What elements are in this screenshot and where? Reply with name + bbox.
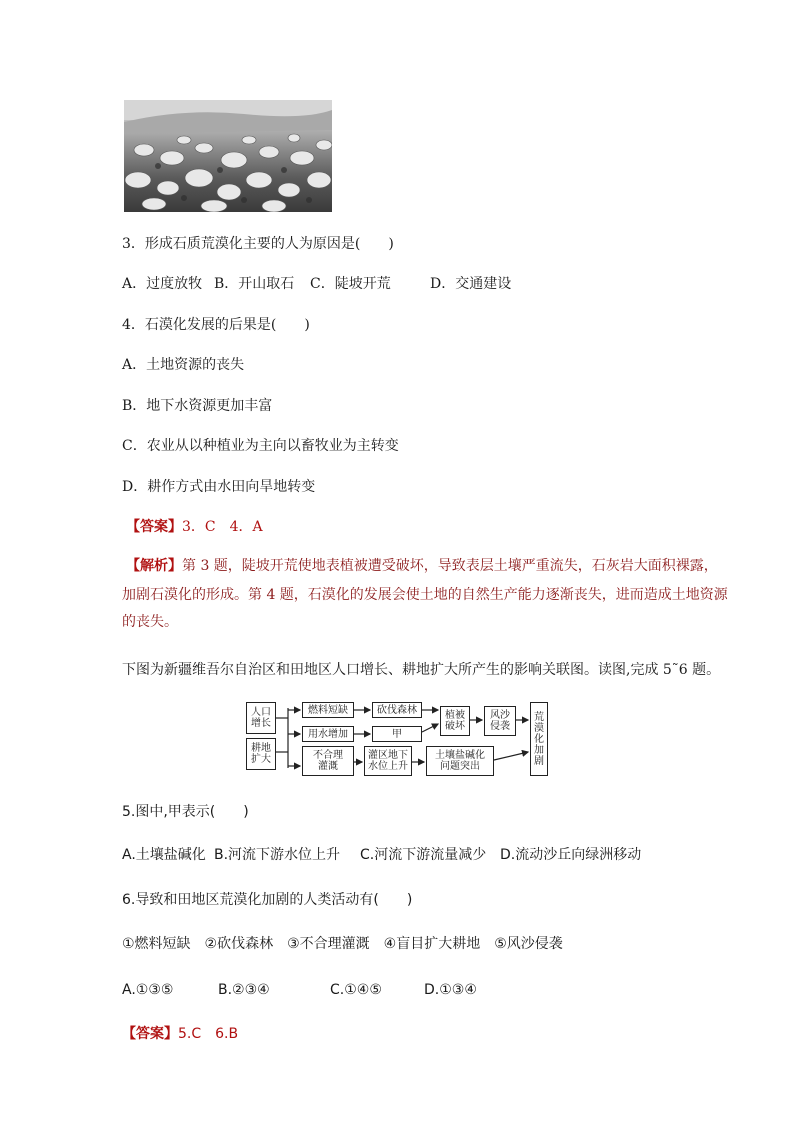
answer-block-1 (126, 517, 263, 537)
node-improper-irrigation (302, 746, 354, 776)
node-text: 灌区地下 (368, 750, 408, 761)
analysis-line-3: 的丧失。 (122, 614, 178, 630)
analysis-line-2: 加剧石漠化的形成。第 4 题，石漠化的发展会使土地的自然生产能力逐渐丧失，进而造成土地资源 (122, 587, 728, 603)
node-text: 侵袭 (490, 721, 510, 732)
question-4-stem: 4．石漠化发展的后果是( ) (122, 317, 310, 333)
node-groundwater-rise (364, 746, 412, 776)
question-3-option-a: A．过度放牧 (122, 276, 203, 292)
node-text: 灌溉 (318, 761, 338, 772)
question-5-option-b: B.河流下游水位上升 (214, 847, 341, 863)
node-text: 问题突出 (440, 761, 480, 772)
answer-label: 【答案】 (122, 1026, 178, 1042)
node-text: 剧 (534, 755, 544, 767)
question-3-option-b: B．开山取石 (214, 276, 295, 292)
diagram-intro: 下图为新疆维吾尔自治区和田地区人口增长、耕地扩大所产生的影响关联图。读图,完成 5˜6 题。 (122, 662, 721, 678)
node-text: 荒 (534, 711, 544, 723)
node-vegetation-damage (440, 706, 470, 736)
answer-text: 3．C 4．A (182, 519, 263, 535)
question-6-option-a: A.①③⑤ (122, 982, 174, 998)
node-text: 破坏 (445, 721, 465, 732)
question-6-stem: 6.导致和田地区荒漠化加剧的人类活动有( ) (122, 892, 413, 908)
answer-block-2 (122, 1024, 238, 1044)
node-text: 加 (534, 744, 544, 756)
question-6-option-b: B.②③④ (218, 982, 270, 998)
node-sand-invasion (484, 706, 516, 736)
analysis-label: 【解析】 (126, 558, 182, 574)
question-6-option-c: C.①④⑤ (330, 982, 382, 998)
node-fuel-shortage: 燃料短缺 (302, 702, 354, 718)
question-3-option-d: D．交通建设 (430, 276, 512, 292)
node-water-use-increase: 用水增加 (302, 726, 354, 742)
rocky-desertification-photo (124, 100, 332, 212)
question-6-items: ①燃料短缺 ②砍伐森林 ③不合理灌溉 ④盲目扩大耕地 ⑤风沙侵袭 (122, 936, 563, 952)
node-text: 水位上升 (368, 761, 408, 772)
node-text: 植被 (445, 710, 465, 721)
node-desertification-intensified (530, 702, 548, 776)
node-population-growth (246, 702, 276, 734)
node-text: 耕地 (251, 743, 271, 754)
node-deforestation: 砍伐森林 (372, 702, 422, 718)
node-text: 扩大 (251, 754, 271, 765)
analysis-text-1: 第 3 题，陡坡开荒使地表植被遭受破坏，导致表层土壤严重流失，石灰岩大面积裸露， (182, 558, 718, 574)
answer-label: 【答案】 (126, 519, 182, 535)
question-4-option-c: C．农业从以种植业为主向以畜牧业为主转变 (122, 438, 399, 454)
node-text: 不合理 (313, 750, 343, 761)
question-3-stem: 3．形成石质荒漠化主要的人为原因是( ) (122, 236, 394, 252)
question-5-option-c: C.河流下游流量减少 (360, 847, 487, 863)
photo-illustration (124, 100, 332, 212)
question-4-option-b: B．地下水资源更加丰富 (122, 398, 273, 414)
question-4-option-d: D．耕作方式由水田向旱地转变 (122, 479, 316, 495)
question-5-stem: 5.图中,甲表示( ) (122, 804, 249, 820)
node-farmland-expansion (246, 738, 276, 770)
node-text: 漠 (534, 722, 544, 734)
node-text: 增长 (251, 718, 271, 729)
question-3-option-c: C．陡坡开荒 (310, 276, 391, 292)
question-5-option-a: A.土壤盐碱化 (122, 847, 206, 863)
node-jia: 甲 (372, 726, 422, 742)
node-text: 土壤盐碱化 (435, 750, 485, 761)
node-text: 人口 (251, 707, 271, 718)
analysis-line-1 (126, 556, 718, 576)
question-4-option-a: A．土地资源的丧失 (122, 357, 245, 373)
node-text: 风沙 (490, 710, 510, 721)
question-5-option-d: D.流动沙丘向绿洲移动 (500, 847, 642, 863)
node-text: 化 (534, 733, 544, 745)
question-6-option-d: D.①③④ (424, 982, 477, 998)
node-soil-salinization (426, 746, 494, 776)
answer-text: 5.C 6.B (178, 1026, 239, 1042)
impact-relationship-diagram (246, 700, 548, 778)
